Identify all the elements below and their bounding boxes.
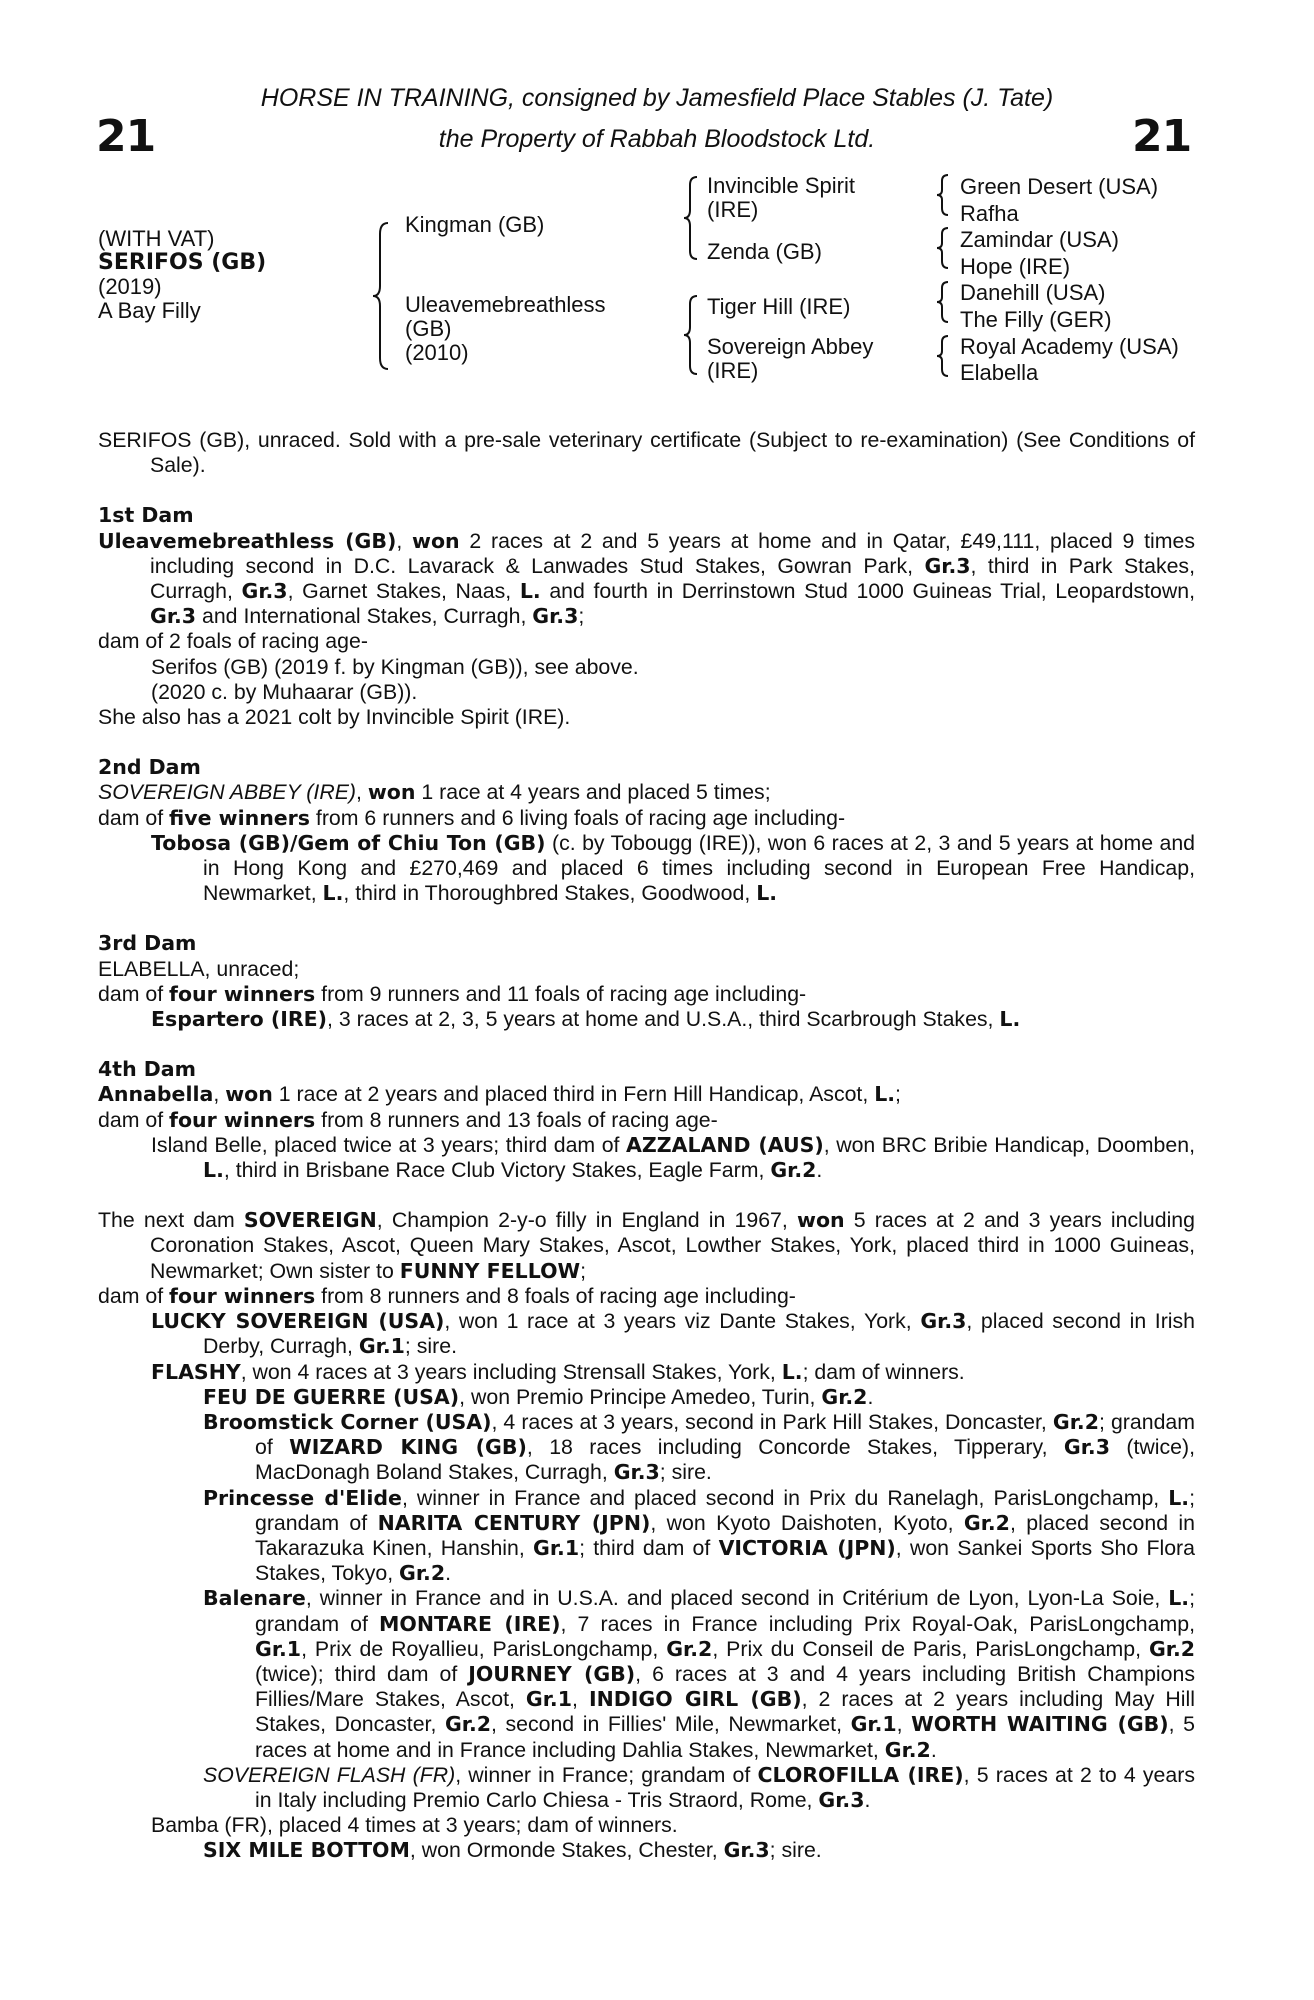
dam1-also: She also has a 2021 colt by Invincible Spirit (IRE). bbox=[98, 705, 571, 730]
intro-paragraph: SERIFOS (GB), unraced. Sold with a pre-sale veterinary certificate (Subject to re-examination) (See Conditions of Sale). bbox=[98, 428, 1195, 478]
third-generation bbox=[960, 174, 1179, 387]
gen3-4: Hope (IRE) bbox=[960, 253, 1071, 279]
pedigree-brace-main bbox=[368, 220, 394, 372]
produce-item: Broomstick Corner (USA), 4 races at 3 years, second in Park Hill Stakes, Doncaster, Gr.2; grandam of WIZARD KING (GB), 18 races including Concorde Stakes, Tipperary, Gr.3 (twice), MacDonagh Boland Stakes, Curragh, Gr.3; sire. bbox=[203, 1409, 1196, 1485]
produce-item: FLASHY, won 4 races at 3 years including Strensall Stakes, York, L.; dam of winners. bbox=[151, 1359, 965, 1384]
dam3-produce-summary: dam of four winners from 9 runners and 11 foals of racing age including- bbox=[98, 981, 807, 1006]
pedigree-brace-dam bbox=[680, 293, 702, 377]
dam4-heading: 4th Dam bbox=[98, 1057, 197, 1082]
dam1-foals: dam of 2 foals of racing age- bbox=[98, 629, 368, 654]
sire: Kingman (GB) bbox=[405, 212, 545, 237]
dam-sire: Tiger Hill (IRE) bbox=[707, 294, 851, 319]
gen3-8: Elabella bbox=[960, 360, 1039, 386]
dam-name: Uleavemebreathless (GB) bbox=[98, 528, 397, 553]
gen3-2: Rafha bbox=[960, 200, 1019, 226]
grade: Gr.3 bbox=[924, 553, 971, 578]
produce-item: Princesse d'Elide, winner in France and placed second in Prix du Ranelagh, ParisLongchamp, L.; grandam of NARITA CENTURY (JPN), won Kyoto Daishoten, Kyoto, Gr.2, placed second in Takarazuka Kinen, Hanshin, Gr.1; third dam of VICTORIA (JPN), won Sankei Sports Sho Flora Stakes, Tokyo, Gr.2. bbox=[203, 1485, 1195, 1586]
produce-item: Bamba (FR), placed 4 times at 3 years; dam of winners. bbox=[151, 1813, 678, 1838]
gen3-7: Royal Academy (USA) bbox=[960, 333, 1179, 359]
dam2-produce-summary: dam of five winners from 6 runners and 6 living foals of racing age including- bbox=[98, 805, 846, 830]
next-dam-record: The next dam SOVEREIGN, Champion 2-y-o filly in England in 1967, won 5 races at 2 and 3 years including Coronation Stakes, Ascot, Queen Mary Stakes, Ascot, Lowther Stakes, York, placed third in 1000 Guineas, Newmarket; Own sister to FUNNY FELLOW; bbox=[98, 1208, 1195, 1283]
sire-sire-country: (IRE) bbox=[707, 197, 759, 222]
gen3-1: Green Desert (USA) bbox=[960, 174, 1159, 199]
grade: Gr.3 bbox=[150, 604, 197, 629]
produce-item: (2020 c. by Muhaarar (GB)). bbox=[151, 679, 418, 704]
dam4-produce-summary: dam of four winners from 8 runners and 13 foals of racing age- bbox=[98, 1107, 718, 1132]
dam2-record: SOVEREIGN ABBEY (IRE), won 1 race at 4 years and placed 5 times; bbox=[98, 780, 771, 805]
lot-number-right: 21 bbox=[1132, 111, 1192, 162]
dam-year: (2010) bbox=[405, 340, 469, 365]
horse-description: A Bay Filly bbox=[98, 298, 201, 323]
dam1-record: Uleavemebreathless (GB), won 2 races at 2 and 5 years at home and in Qatar, £49,111, placed 9 times including second in D.C. Lavarack & Lanwades Stud Stakes, Gowran Park, Gr.3, third in Park Stakes, Curragh, Gr.3, Garnet Stakes, Naas, L. and fourth in Derrinstown Stud 1000 Guineas Trial, Leopardstown, Gr.3 and International Stakes, Curragh, Gr.3; bbox=[98, 528, 1196, 629]
sire-sire bbox=[707, 174, 855, 222]
grade: L. bbox=[519, 579, 541, 604]
produce-item: SOVEREIGN FLASH (FR), winner in France; grandam of CLOROFILLA (IRE), 5 races at 2 to 4 years in Italy including Premio Carlo Chiesa - Tris Straord, Rome, Gr.3. bbox=[203, 1762, 1195, 1812]
produce-item: FEU DE GUERRE (USA), won Premio Principe Amedeo, Turin, Gr.2. bbox=[203, 1384, 874, 1409]
grade: Gr.3 bbox=[241, 579, 288, 604]
gen3-3: Zamindar (USA) bbox=[960, 227, 1119, 253]
gen3-6: The Filly (GER) bbox=[960, 306, 1112, 332]
property-line: the Property of Rabbah Bloodstock Ltd. bbox=[438, 125, 876, 153]
pedigree-brace-sire bbox=[680, 174, 702, 262]
dam1-heading: 1st Dam bbox=[98, 503, 194, 528]
lot-number-left: 21 bbox=[96, 111, 156, 162]
dam3-heading: 3rd Dam bbox=[98, 931, 197, 956]
sire-dam: Zenda (GB) bbox=[707, 239, 822, 264]
dam2-heading: 2nd Dam bbox=[98, 755, 201, 780]
produce-item: Island Belle, placed twice at 3 years; third dam of AZZALAND (AUS), won BRC Bribie Handicap, Doomben, L., third in Brisbane Race Club Victory Stakes, Eagle Farm, Gr.2. bbox=[151, 1132, 1195, 1183]
dam-dam bbox=[707, 335, 873, 383]
dam3-record: ELABELLA, unraced; bbox=[98, 956, 300, 981]
dam-name: Uleavemebreathless bbox=[405, 292, 606, 317]
dam-name: SOVEREIGN ABBEY (IRE) bbox=[98, 780, 356, 805]
produce-item: Balenare, winner in France and in U.S.A. and placed second in Critérium de Lyon, Lyon-La Soie, L.; grandam of MONTARE (IRE), 7 races in France including Prix Royal-Oak, ParisLongchamp, Gr.1, Prix de Royallieu, ParisLongchamp, Gr.2, Prix du Conseil de Paris, ParisLongchamp, Gr.2 (twice); third dam of JOURNEY (GB), 6 races at 3 and 4 years including British Champions Fillies/Mare Stakes, Ascot, Gr.1, INDIGO GIRL (GB), 2 races at 2 years including May Hill Stakes, Doncaster, Gr.2, second in Fillies' Mile, Newmarket, Gr.1, WORTH WAITING (GB), 5 races at home and in France including Dahlia Stakes, Newmarket, Gr.2. bbox=[203, 1586, 1196, 1762]
vat-note: (WITH VAT) bbox=[98, 226, 215, 251]
produce-item: SIX MILE BOTTOM, won Ormonde Stakes, Chester, Gr.3; sire. bbox=[203, 1838, 822, 1863]
catalogue-notes bbox=[98, 428, 1195, 1864]
produce-item: Espartero (IRE), 3 races at 2, 3, 5 years at home and U.S.A., third Scarbrough Stakes, L. bbox=[151, 1007, 1021, 1032]
grade: Gr.3 bbox=[532, 604, 579, 629]
pedigree-braces-gen3 bbox=[934, 172, 952, 388]
dam-dam-name: Sovereign Abbey bbox=[707, 334, 874, 359]
consignor-line: HORSE IN TRAINING, consigned by Jamesfield Place Stables (J. Tate) bbox=[260, 84, 1054, 112]
foaling-year: (2019) bbox=[98, 274, 162, 299]
dam-country: (GB) bbox=[405, 316, 452, 341]
horse-name: SERIFOS (GB) bbox=[98, 250, 267, 275]
produce-item: Serifos (GB) (2019 f. by Kingman (GB)), see above. bbox=[151, 654, 639, 679]
dam4-record: Annabella, won 1 race at 2 years and placed third in Fern Hill Handicap, Ascot, L.; bbox=[98, 1082, 901, 1107]
horse-info bbox=[98, 227, 266, 323]
sire-sire-name: Invincible Spirit bbox=[707, 173, 855, 198]
next-dam-produce-summary: dam of four winners from 8 runners and 8 foals of racing age including- bbox=[98, 1283, 796, 1308]
produce-item: Tobosa (GB)/Gem of Chiu Ton (GB) (c. by Tobougg (IRE)), won 6 races at 2, 3 and 5 years at home and in Hong Kong and £270,469 and placed 6 times including second in European Free Handicap, Newmarket, L., third in Thoroughbred Stakes, Goodwood, L. bbox=[151, 830, 1196, 906]
won: won bbox=[412, 528, 460, 553]
gen3-5: Danehill (USA) bbox=[960, 280, 1106, 306]
produce-item: LUCKY SOVEREIGN (USA), won 1 race at 3 years viz Dante Stakes, York, Gr.3, placed second in Irish Derby, Curragh, Gr.1; sire. bbox=[151, 1309, 1196, 1359]
dam-dam-country: (IRE) bbox=[707, 358, 759, 383]
dam bbox=[405, 293, 606, 365]
